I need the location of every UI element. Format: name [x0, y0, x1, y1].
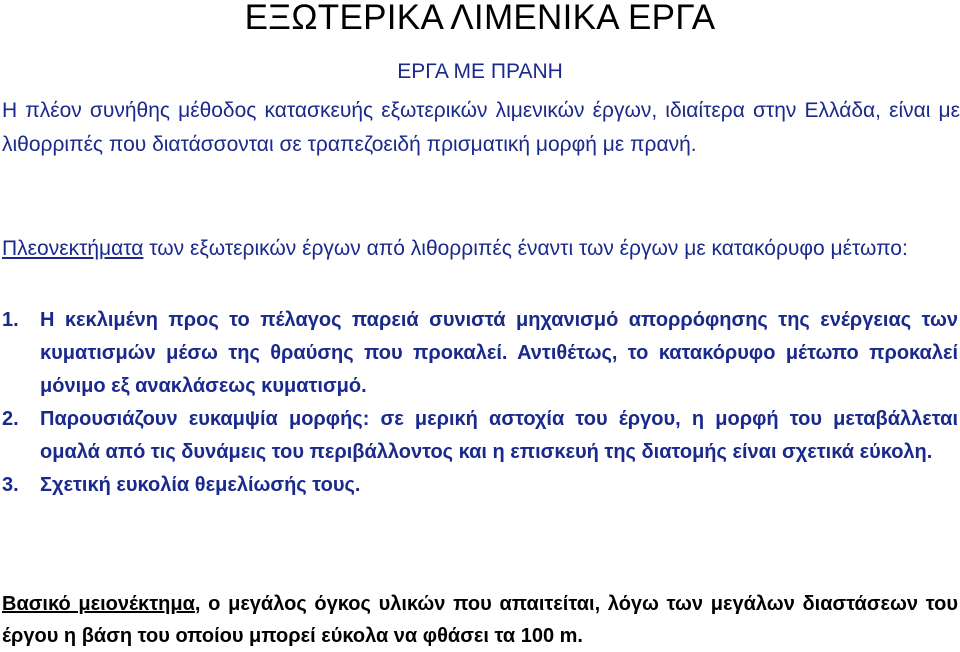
list-item-number: 3.	[2, 474, 19, 496]
intro-paragraph: Η πλέον συνήθης μέθοδος κατασκευής εξωτερικών λιμενικών έργων, ιδιαίτερα στην Ελλάδα, είναι με λιθορριπές που διατάσσονται σε τραπεζοειδή πρισματική μορφή με πρανή.	[2, 99, 960, 156]
list-item-text: Σχετική ευκολία θεμελίωσής τους.	[40, 474, 361, 496]
advantages-list	[2, 304, 958, 502]
list-item-number: 1.	[2, 309, 19, 331]
list-item-number: 2.	[2, 408, 19, 430]
advantages-heading-label: Πλεονεκτήματα	[2, 237, 144, 260]
list-item-text: Παρουσιάζουν ευκαμψία μορφής: σε μερική αστοχία του έργου, η μορφή του μεταβάλλεται ομαλά από τις δυνάμεις του περιβάλλοντος και η επισκευή της διατομής είναι σχετικά εύκολη.	[40, 408, 958, 463]
list-item	[2, 304, 958, 403]
list-item	[2, 469, 958, 502]
disadvantage-label: Βασικό μειονέκτημα	[2, 593, 195, 615]
disadvantage-paragraph	[2, 588, 958, 652]
advantages-heading	[2, 232, 960, 266]
disadvantage-text: , ο μεγάλος όγκος υλικών που απαιτείται, λόγω των μεγάλων διαστάσεων του έργου η βάση του οποίου μπορεί εύκολα να φθάσει τα 100 m.	[2, 593, 958, 647]
advantages-heading-rest: των εξωτερικών έργων από λιθορριπές έναντι των έργων με κατακόρυφο μέτωπο:	[143, 237, 908, 260]
page-title: ΕΞΩΤΕΡΙΚΑ ΛΙΜΕΝΙΚΑ ΕΡΓΑ	[244, 0, 716, 37]
list-item	[2, 403, 958, 469]
list-item-text: Η κεκλιμένη προς το πέλαγος παρειά συνιστά μηχανισμό απορρόφησης της ενέργειας των κυματισμών μέσω της θραύσης που προκαλεί. Αντιθέτως, το κατακόρυφο μέτωπο προκαλεί μόνιμο εξ ανακλάσεως κυματισμό.	[40, 309, 958, 397]
section-subtitle: ΕΡΓΑ ΜΕ ΠΡΑΝΗ	[397, 60, 563, 83]
